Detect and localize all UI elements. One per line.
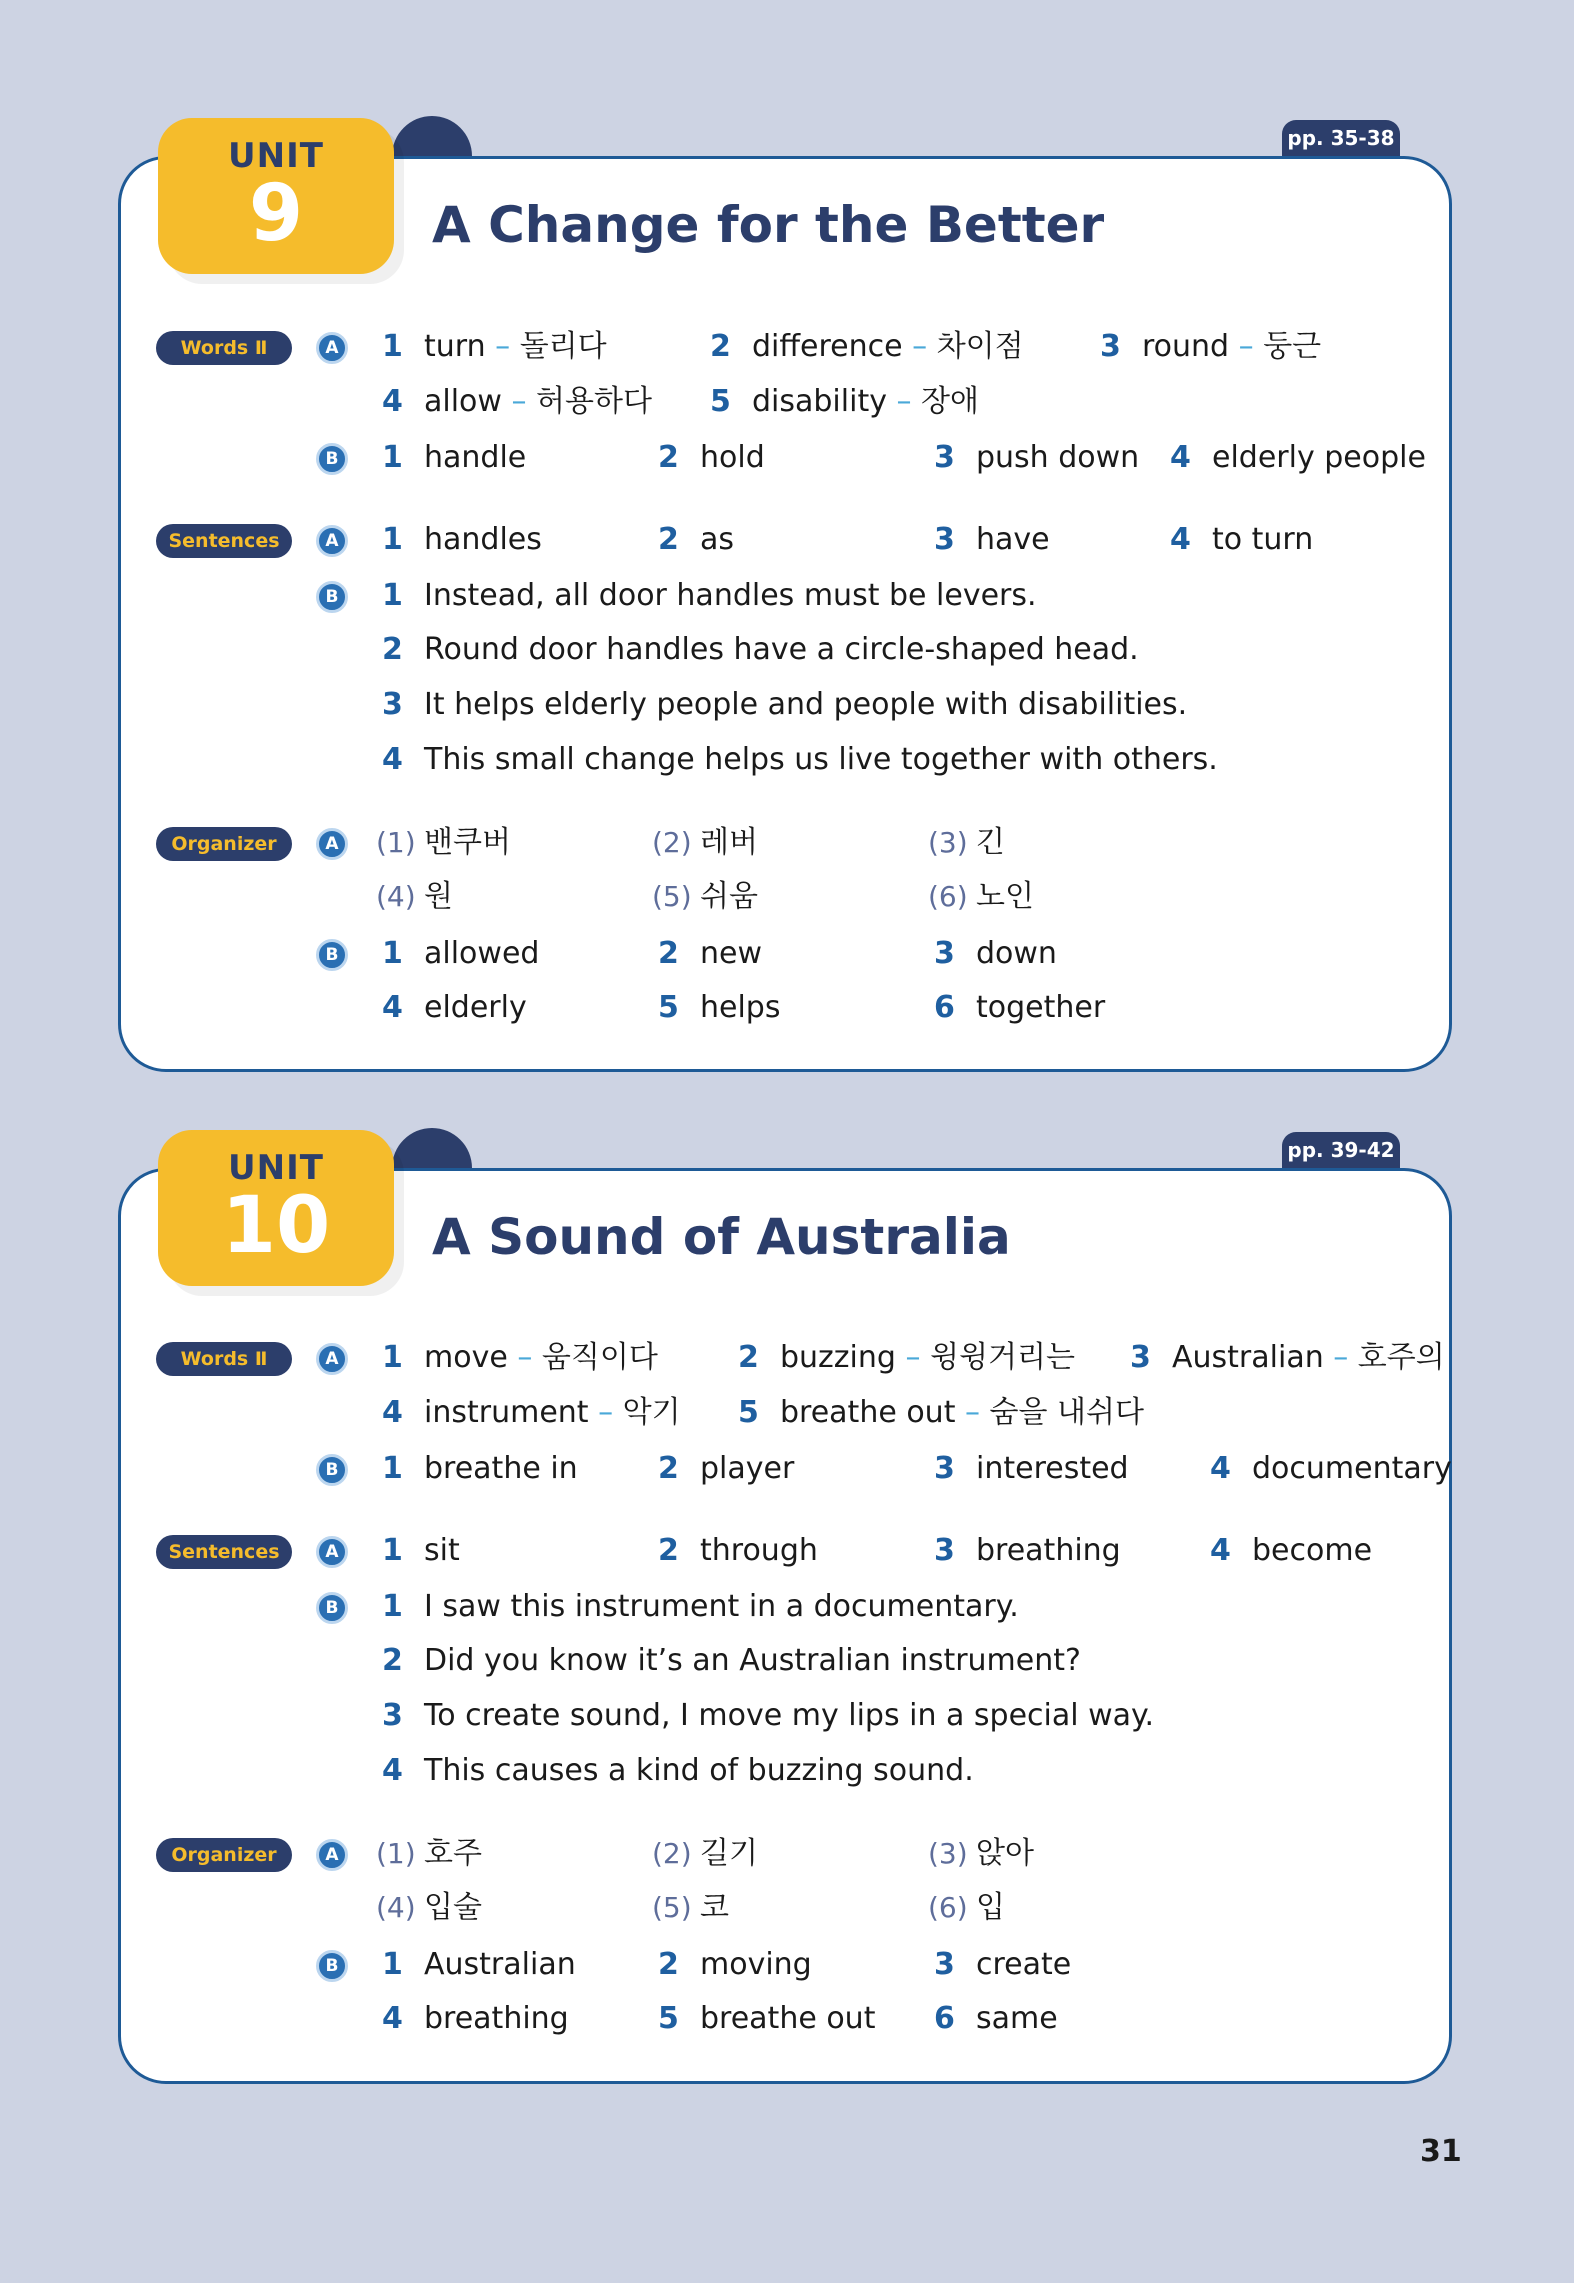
unit-badge (158, 118, 394, 274)
unit-label: UNIT (228, 1148, 324, 1188)
answer-item: (4) 원 (376, 879, 453, 914)
answer-item: (6) 노인 (928, 879, 1034, 914)
answer-item: 2 as (658, 522, 735, 557)
page-range-badge: pp. 39-42 (1282, 1132, 1400, 1168)
answer-item: 2 new (658, 936, 763, 971)
answer-item: 1 move – 움직이다 (382, 1340, 658, 1375)
words-section-label: Words Ⅱ (156, 331, 292, 365)
part-a-marker: A (316, 332, 348, 364)
answer-item: (1) 밴쿠버 (376, 825, 511, 860)
answer-sentence: 2 Round door handles have a circle-shaped head. (382, 632, 1139, 667)
unit-badge (158, 1130, 394, 1286)
part-b-marker: B (316, 581, 348, 613)
answer-item: 3 down (934, 936, 1057, 971)
answer-item: 4 to turn (1170, 522, 1314, 557)
answer-item: (3) 앉아 (928, 1836, 1034, 1871)
answer-sentence: 3 To create sound, I move my lips in a special way. (382, 1698, 1155, 1733)
answer-item: 3 create (934, 1947, 1072, 1982)
answer-item: 2 hold (658, 440, 765, 475)
answer-item: (3) 긴 (928, 825, 1005, 860)
answer-item: 3 have (934, 522, 1050, 557)
answer-item: 4 instrument – 악기 (382, 1395, 681, 1430)
answer-item: (6) 입 (928, 1890, 1005, 1925)
part-b-marker: B (316, 1592, 348, 1624)
answer-item: 5 disability – 장애 (710, 384, 980, 419)
answer-item: 1 breathe in (382, 1451, 578, 1486)
answer-item: 5 helps (658, 990, 781, 1025)
answer-item: 1 handle (382, 440, 527, 475)
answer-sentence: 1 I saw this instrument in a documentary. (382, 1589, 1019, 1624)
answer-item: 6 same (934, 2001, 1058, 2036)
answer-item: 2 player (658, 1451, 795, 1486)
page-range-badge: pp. 35-38 (1282, 120, 1400, 156)
answer-item: (4) 입술 (376, 1890, 482, 1925)
answer-item: 1 handles (382, 522, 542, 557)
answer-sentence: 3 It helps elderly people and people with disabilities. (382, 687, 1188, 722)
answer-item: 5 breathe out – 숨을 내쉬다 (738, 1395, 1144, 1430)
answer-sentence: 4 This small change helps us live together with others. (382, 742, 1218, 777)
answer-item: 2 moving (658, 1947, 812, 1982)
answer-item: (5) 코 (652, 1890, 729, 1925)
part-a-marker: A (316, 1343, 348, 1375)
answer-item: 3 Australian – 호주의 (1130, 1340, 1445, 1375)
answer-item: 3 round – 둥근 (1100, 329, 1322, 364)
answer-item: 3 push down (934, 440, 1140, 475)
answer-item: 3 breathing (934, 1533, 1121, 1568)
answer-item: 1 turn – 돌리다 (382, 329, 607, 364)
part-b-marker: B (316, 939, 348, 971)
answer-item: 1 allowed (382, 936, 540, 971)
answer-sentence: 1 Instead, all door handles must be levers. (382, 578, 1037, 613)
answer-item: 4 elderly people (1170, 440, 1426, 475)
answer-item: 2 through (658, 1533, 818, 1568)
part-a-marker: A (316, 1839, 348, 1871)
part-a-marker: A (316, 1536, 348, 1568)
answer-item: (2) 레버 (652, 825, 758, 860)
part-b-marker: B (316, 443, 348, 475)
answer-item: (2) 길기 (652, 1836, 758, 1871)
part-a-marker: A (316, 525, 348, 557)
sentences-section-label: Sentences (156, 1535, 292, 1569)
page-number: 31 (1420, 2134, 1462, 2169)
sentences-section-label: Sentences (156, 524, 292, 558)
part-b-marker: B (316, 1454, 348, 1486)
answer-sentence: 2 Did you know it’s an Australian instrument? (382, 1643, 1081, 1678)
unit-title: A Sound of Australia (432, 1208, 1011, 1266)
answer-item: 2 buzzing – 윙윙거리는 (738, 1340, 1075, 1375)
part-b-marker: B (316, 1950, 348, 1982)
unit-number: 10 (221, 1181, 331, 1271)
answer-item: 4 become (1210, 1533, 1373, 1568)
answer-item: 6 together (934, 990, 1106, 1025)
answer-item: (1) 호주 (376, 1836, 482, 1871)
unit-9-section (0, 0, 1574, 1025)
unit-title: A Change for the Better (432, 196, 1105, 254)
answer-item: (5) 쉬움 (652, 879, 758, 914)
answer-item: 2 difference – 차이점 (710, 329, 1024, 364)
answer-item: 4 breathing (382, 2001, 569, 2036)
answer-item: 1 Australian (382, 1947, 576, 1982)
words-section-label: Words Ⅱ (156, 1342, 292, 1376)
answer-item: 4 documentary (1210, 1451, 1452, 1486)
answer-item: 5 breathe out (658, 2001, 876, 2036)
organizer-section-label: Organizer (156, 827, 292, 861)
answer-sentence: 4 This causes a kind of buzzing sound. (382, 1753, 974, 1788)
answer-item: 4 allow – 허용하다 (382, 384, 652, 419)
answer-item: 3 interested (934, 1451, 1129, 1486)
part-a-marker: A (316, 828, 348, 860)
unit-label: UNIT (228, 136, 324, 176)
answer-item: 1 sit (382, 1533, 460, 1568)
organizer-section-label: Organizer (156, 1838, 292, 1872)
answer-item: 4 elderly (382, 990, 527, 1025)
unit-number: 9 (248, 169, 304, 259)
unit-10-section (0, 1012, 1574, 2036)
